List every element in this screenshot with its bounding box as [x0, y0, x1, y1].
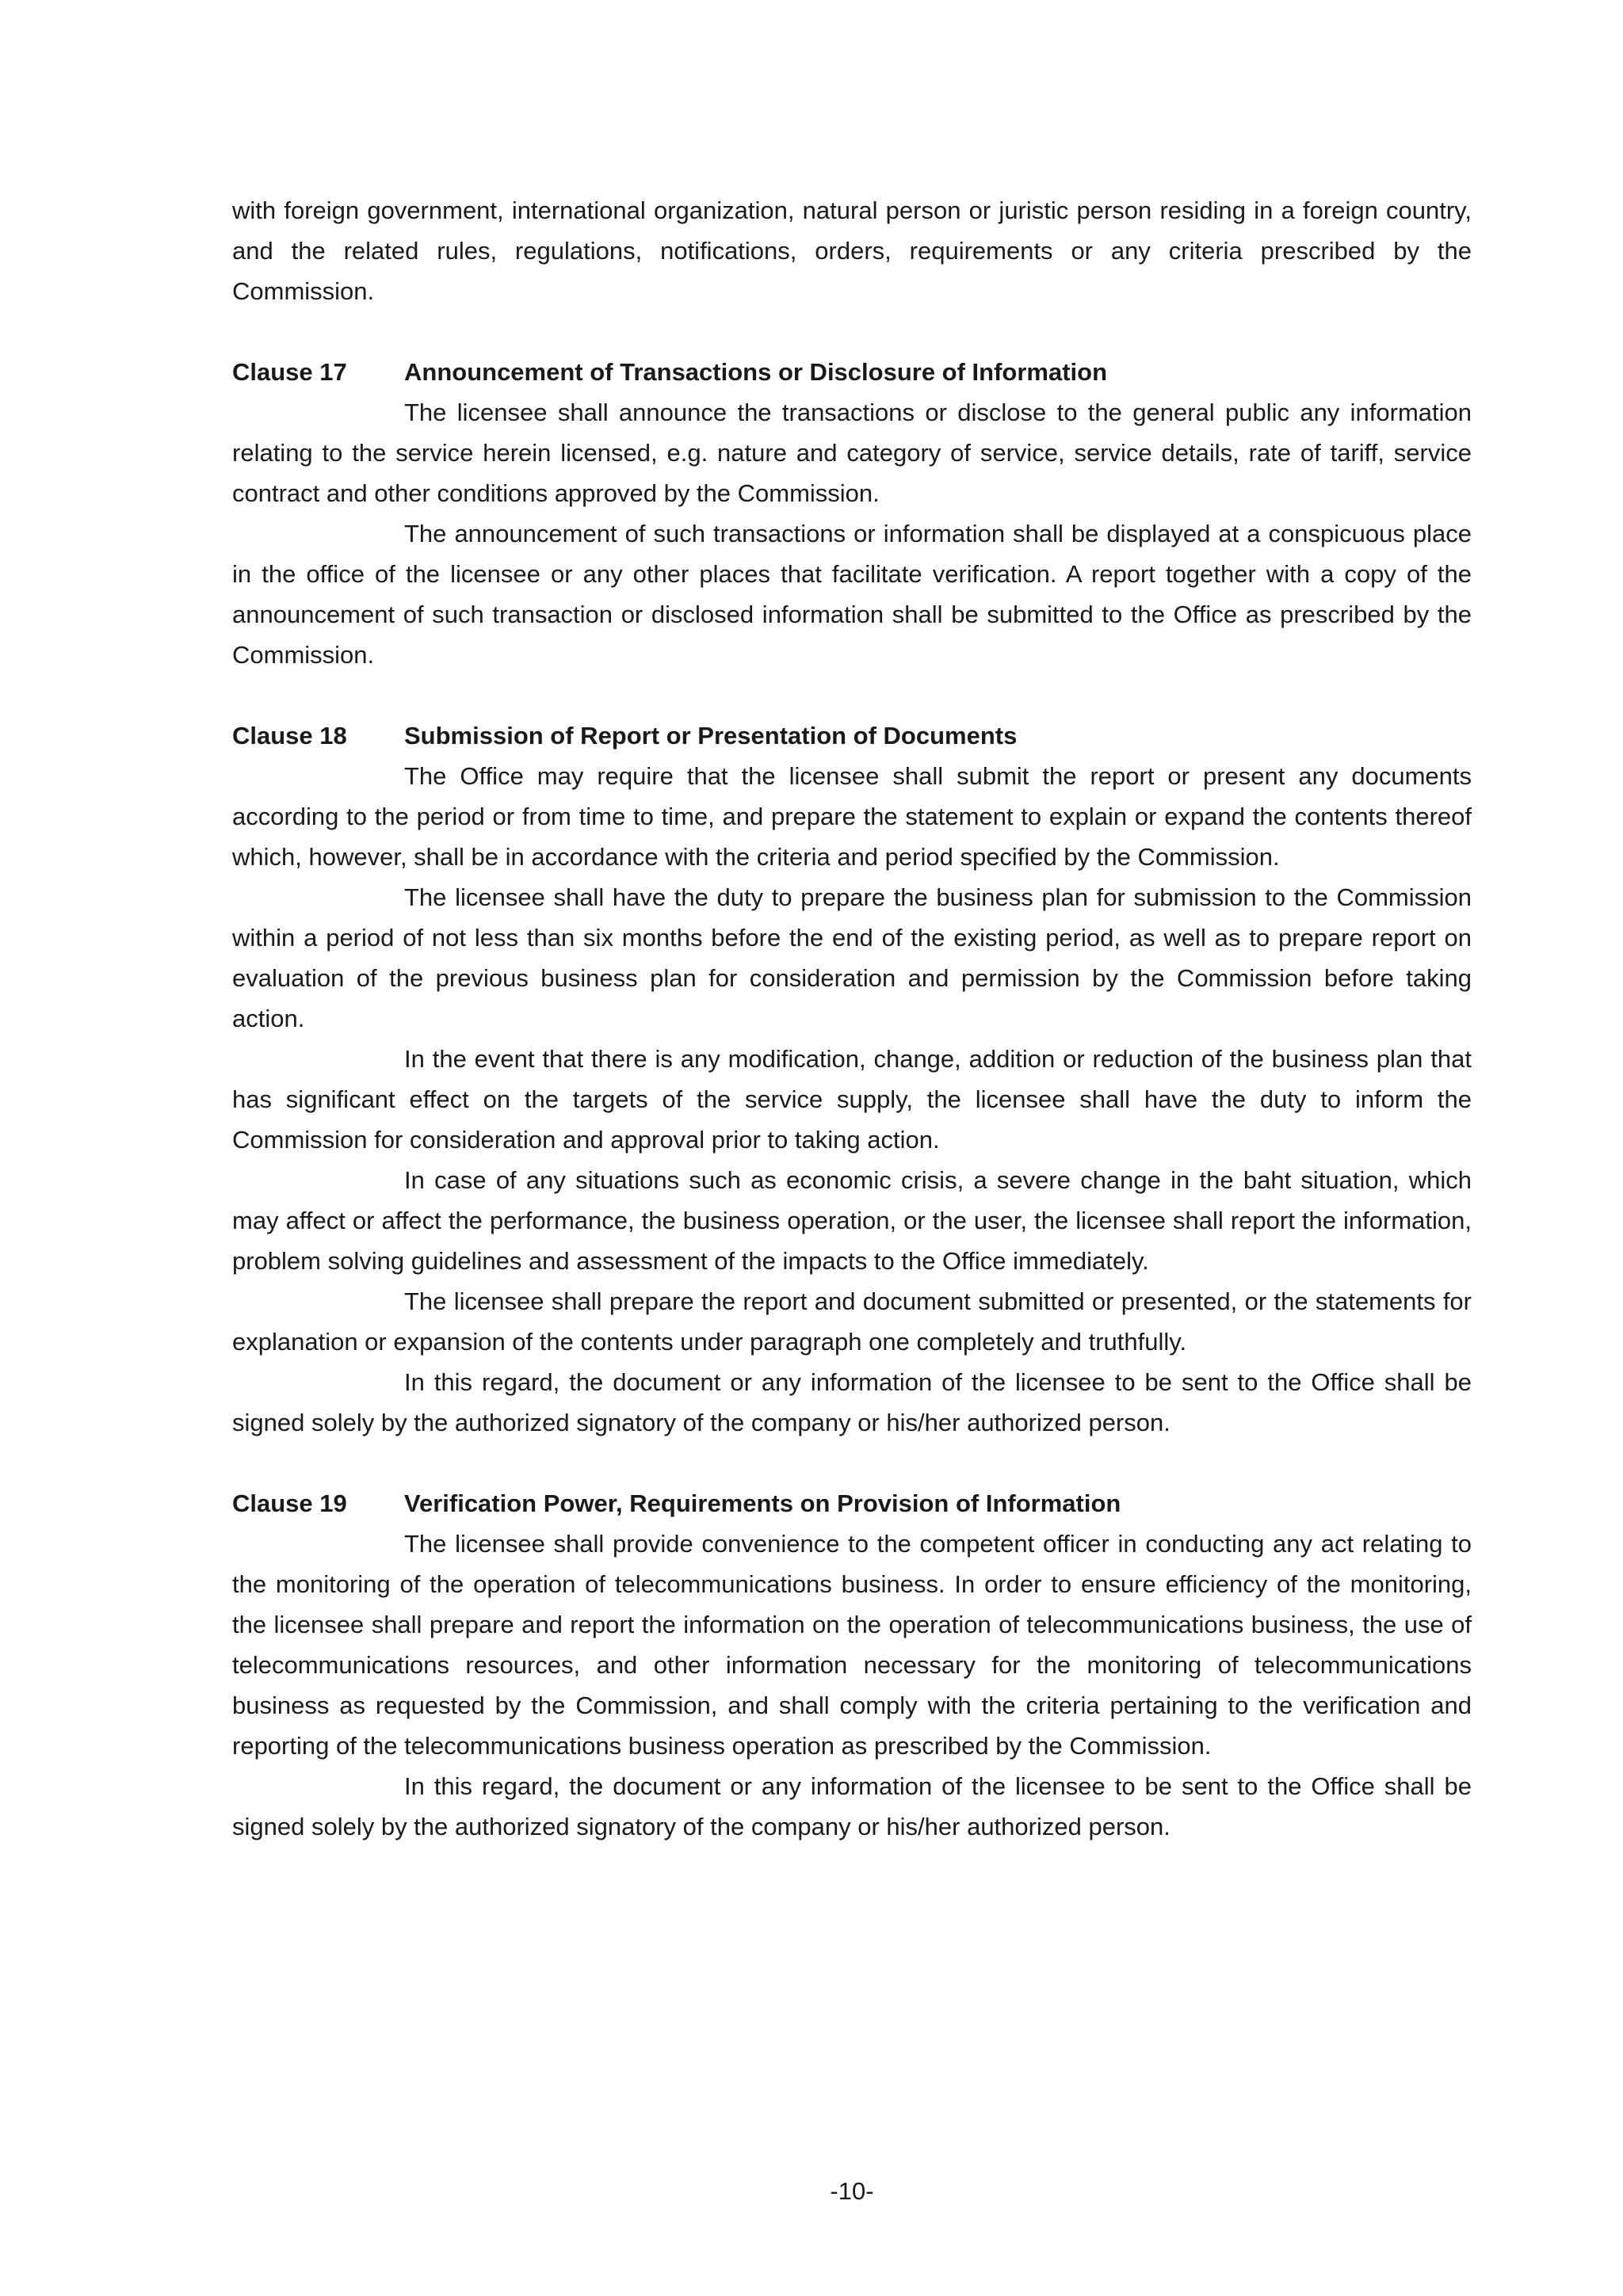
clause-paragraph: In this regard, the document or any information of the licensee to be sent to the Office shall be signed solely by the authorized signatory of the company or his/her authorized person.	[232, 1368, 1472, 1436]
clause-paragraph: The licensee shall have the duty to prepare the business plan for submission to the Commission within a period of not less than six months before the end of the existing period, as well as to prepare report on evaluation of the previous business plan for consideration and permission by the Commission before taking action.	[232, 883, 1472, 1032]
clause-19	[232, 1483, 1472, 1847]
clause-17	[232, 352, 1472, 675]
clause-heading	[232, 1483, 1472, 1524]
section-gap	[232, 675, 1472, 715]
clause-paragraph: The licensee shall provide convenience to the competent officer in conducting any act relating to the monitoring of the operation of telecommunications business. In order to ensure efficiency of the monitoring, the licensee shall prepare and report the information on the operation of telecommunications business, the use of telecommunications resources, and other information necessary for the monitoring of telecommunications business as requested by the Commission, and shall comply with the criteria pertaining to the verification and reporting of the telecommunications business operation as prescribed by the Commission.	[232, 1530, 1472, 1760]
clause-paragraph: The licensee shall prepare the report and document submitted or presented, or the statements for explanation or expansion of the contents under paragraph one completely and truthfully.	[232, 1287, 1472, 1356]
clause-heading	[232, 352, 1472, 392]
intro-paragraph: with foreign government, international organization, natural person or juristic person residing in a foreign country, and the related rules, regulations, notifications, orders, requirements or any criteria prescribed by the Commission.	[232, 196, 1472, 305]
clause-heading	[232, 715, 1472, 756]
document-page	[232, 0, 1472, 2296]
clause-title: Verification Power, Requirements on Provision of Information	[404, 1489, 1121, 1517]
clause-18	[232, 715, 1472, 1443]
clause-number: Clause 19	[232, 1489, 347, 1517]
clause-paragraph: In this regard, the document or any information of the licensee to be sent to the Office shall be signed solely by the authorized signatory of the company or his/her authorized person.	[232, 1772, 1472, 1840]
clause-title: Announcement of Transactions or Disclosure of Information	[404, 358, 1108, 386]
clause-paragraph: In the event that there is any modification, change, addition or reduction of the business plan that has significant effect on the targets of the service supply, the licensee shall have the duty to inform the Commission for consideration and approval prior to taking action.	[232, 1045, 1472, 1154]
clause-number: Clause 17	[232, 358, 347, 386]
page-number: -10-	[830, 2177, 874, 2205]
clause-title: Submission of Report or Presentation of Documents	[404, 722, 1018, 749]
clause-paragraph: The licensee shall announce the transactions or disclose to the general public any information relating to the service herein licensed, e.g. nature and category of service, service details, rate of tariff, service contract and other conditions approved by the Commission.	[232, 399, 1472, 507]
section-gap	[232, 311, 1472, 352]
clause-number: Clause 18	[232, 722, 347, 749]
clause-paragraph: The announcement of such transactions or information shall be displayed at a conspicuous place in the office of the licensee or any other places that facilitate verification. A report together with a copy of the announcement of such transaction or disclosed information shall be submitted to the Office as prescribed by the Commission.	[232, 520, 1472, 669]
section-gap	[232, 1443, 1472, 1483]
clause-paragraph: The Office may require that the licensee shall submit the report or present any documents according to the period or from time to time, and prepare the statement to explain or expand the contents thereof which, however, shall be in accordance with the criteria and period specified by the Commission.	[232, 762, 1472, 871]
document-body	[232, 190, 1472, 1847]
clause-paragraph: In case of any situations such as economic crisis, a severe change in the baht situation, which may affect or affect the performance, the business operation, or the user, the licensee shall report the information, problem solving guidelines and assessment of the impacts to the Office immediately.	[232, 1166, 1472, 1275]
